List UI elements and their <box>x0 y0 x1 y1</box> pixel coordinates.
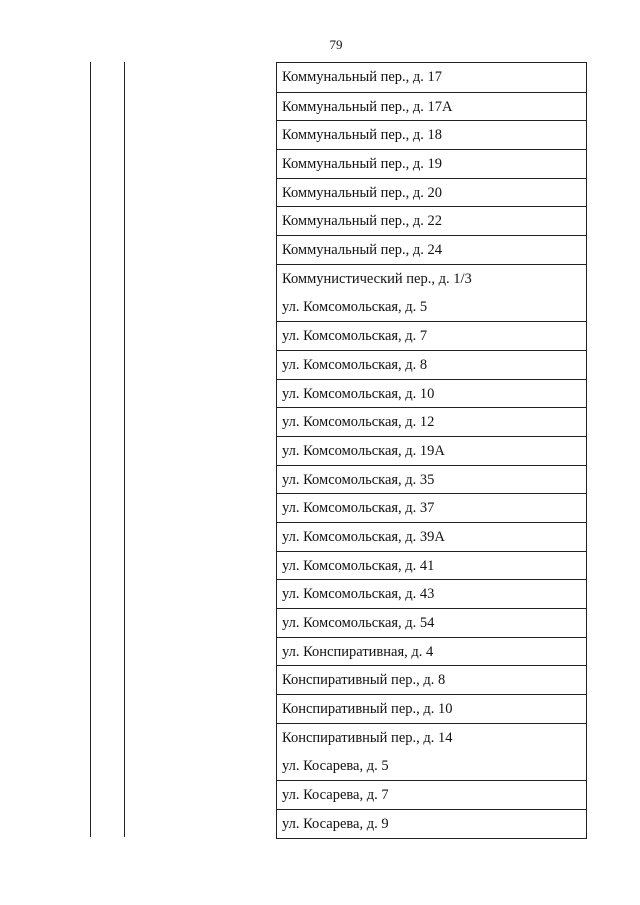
address-row: ул. Комсомольская, д. 12 <box>277 407 586 436</box>
address-row: ул. Комсомольская, д. 35 <box>277 465 586 494</box>
address-row: ул. Комсомольская, д. 37 <box>277 493 586 522</box>
address-row: Конспиративный пер., д. 10 <box>277 694 586 723</box>
address-row: Конспиративный пер., д. 8 <box>277 665 586 694</box>
address-row: Коммунальный пер., д. 17 <box>282 69 443 85</box>
address-table <box>276 62 587 839</box>
address-row: Конспиративный пер., д. 14 <box>277 723 586 752</box>
address-row: ул. Комсомольская, д. 19А <box>277 436 586 465</box>
table-column-border-middle <box>124 62 125 837</box>
address-row: Коммунальный пер., д. 19 <box>277 149 586 178</box>
address-row: Коммунистический пер., д. 1/3 <box>277 264 586 293</box>
address-row: Коммунальный пер., д. 22 <box>277 206 586 235</box>
address-row: Коммунальный пер., д. 18 <box>277 120 586 149</box>
address-row: ул. Конспиративная, д. 4 <box>277 637 586 666</box>
address-row: ул. Комсомольская, д. 8 <box>277 350 586 379</box>
address-row: ул. Косарева, д. 5 <box>282 757 389 774</box>
address-row: ул. Комсомольская, д. 39А <box>277 522 586 551</box>
address-row: Коммунальный пер., д. 24 <box>277 235 586 264</box>
address-row: Коммунальный пер., д. 20 <box>277 178 586 207</box>
address-row: ул. Косарева, д. 7 <box>277 780 586 809</box>
address-row: ул. Комсомольская, д. 41 <box>277 551 586 580</box>
address-row: ул. Комсомольская, д. 43 <box>277 579 586 608</box>
page-number: 79 <box>329 37 343 52</box>
table-column-border-left <box>90 62 91 837</box>
address-row: ул. Комсомольская, д. 10 <box>277 379 586 408</box>
address-row: ул. Комсомольская, д. 7 <box>277 321 586 350</box>
address-row: Коммунальный пер., д. 17А <box>277 92 586 121</box>
address-row: ул. Косарева, д. 9 <box>277 809 586 838</box>
address-row: ул. Комсомольская, д. 54 <box>277 608 586 637</box>
address-row: ул. Комсомольская, д. 5 <box>282 298 428 315</box>
